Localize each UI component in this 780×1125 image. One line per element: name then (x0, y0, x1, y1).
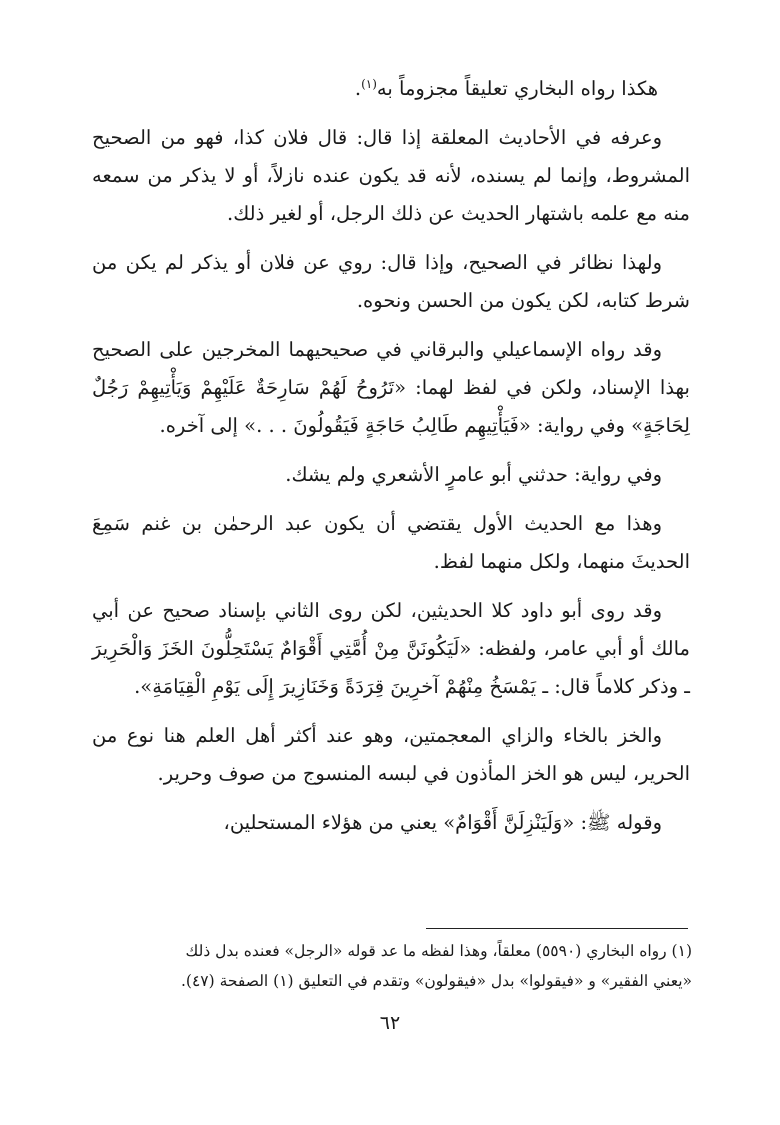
hadith-quote-5: «وَلَيَنْزِلَنَّ أَقْوَامٌ» (443, 811, 575, 834)
footnote-reference: (١) (361, 77, 377, 91)
hadith-quote-1: «تَرُوحُ لَهُمْ سَارِحَةٌ عَلَيْهِمْ وَيَأْتِيهِمْ رَجُلٌ لِحَاجَةٍ» (92, 376, 690, 437)
footnotes-block (92, 936, 692, 996)
paragraph-5: وفي رواية: حدثني أبو عامرٍ الأشعري ولم يشك. (285, 463, 662, 486)
paragraph-9 (92, 804, 690, 842)
hadith-quote-3: «لَيَكُونَنَّ مِنْ أُمَّتِي أَقْوَامٌ يَسْتَحِلُّونَ الخَزَ وَالْحَرِيرَ (92, 637, 472, 660)
paragraph-3: ولهذا نظائر في الصحيح، وإذا قال: روي عن فلان أو يذكر لم يكن من شرط كتابه، لكن يكون من الحسن ونحوه. (92, 251, 690, 312)
paragraph-6: وهذا مع الحديث الأول يقتضي أن يكون عبد الرحمٰن بن غنم سَمِعَ الحديثَ منهما، ولكل منهما لفظ. (92, 512, 690, 573)
paragraph-7-end: . (134, 675, 141, 698)
hadith-quote-2: «فَيَأْتِيهِم طَالِبُ حَاجَةٍ فَيَقُولُونَ . . .» (244, 414, 531, 437)
paragraph-4-intro: وقد رواه الإسماعيلي والبرقاني في صحيحيهما المخرجين على الصحيح بهذا الإسناد، ولكن في لفظ لهما: (92, 338, 690, 399)
paragraph-9-intro: وقوله ﷺ: (574, 811, 662, 834)
footnote-1-line-2: «يعني الفقير» و «فيقولوا» بدل «فيقولون» وتقدم في التعليق (١) الصفحة (٤٧). (181, 972, 692, 990)
paragraph-9-end: يعني من هؤلاء المستحلين، (223, 811, 444, 834)
paragraph-1-text: هكذا رواه البخاري تعليقاً مجزوماً به (376, 77, 658, 100)
paragraph-1-end: . (354, 77, 362, 100)
paragraph-7-intro: وقد روى أبو داود كلا الحديثين، لكن روى الثاني بإسناد صحيح عن أبي مالك أو أبي عامر، ولفظه: (92, 599, 690, 660)
paragraph-4-middle: وفي رواية: (530, 414, 632, 437)
paragraph-7 (92, 592, 690, 706)
paragraph-2: وعرفه في الأحاديث المعلقة إذا قال: قال فلان كذا، فهو من الصحيح المشروط، وإنما لم يسنده، لأنه قد يكون عنده نازلاً، أو لا يذكر من سمعه منه مع علمه باشتهار الحديث عن ذلك الرجل، أو لغير ذلك. (92, 126, 690, 225)
paragraph-4 (92, 331, 690, 445)
hadith-quote-4: يَمْسَخُ مِنْهُمْ آخرِينَ قِرَدَةً وَخَنَازِيرَ إِلَى يَوْمِ الْقِيَامَةِ» (140, 675, 537, 698)
paragraph-8: والخز بالخاء والزاي المعجمتين، وهو عند أكثر أهل العلم هنا نوع من الحرير، ليس هو الخز المأذون في لبسه المنسوج من صوف وحرير. (92, 724, 690, 785)
page-number: ٦٢ (379, 1012, 401, 1034)
paragraph-1 (92, 70, 690, 108)
footnote-divider (426, 928, 688, 929)
paragraph-7-middle: ـ وذكر كلاماً قال: ـ (536, 675, 690, 698)
main-text-block (92, 70, 690, 853)
paragraph-4-end: إلى آخره. (159, 414, 245, 437)
footnote-1-line-1: (١) رواه البخاري (٥٥٩٠) معلقاً، وهذا لفظه ما عد قوله «الرجل» فعنده بدل ذلك (185, 942, 692, 960)
